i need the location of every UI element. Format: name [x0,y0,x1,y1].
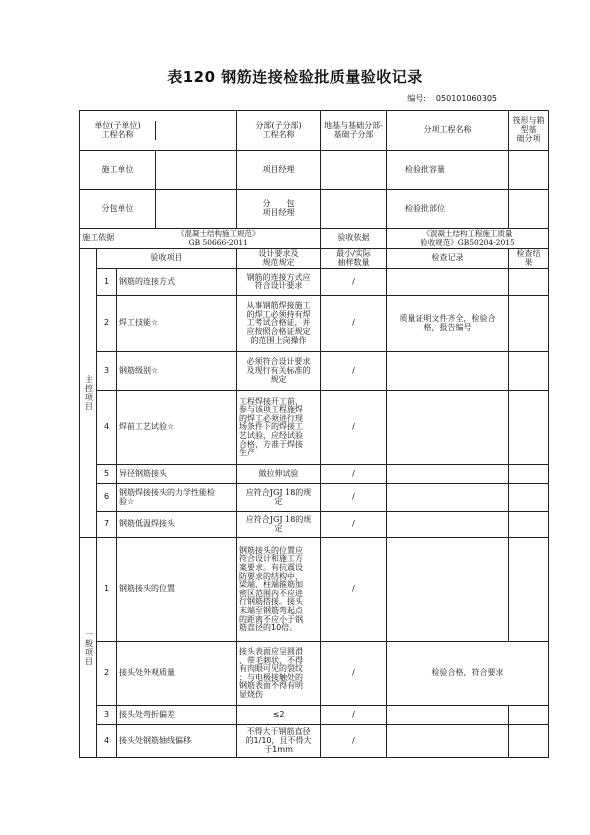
general-item-row [80,538,549,642]
item-requirement: 不得大于钢筋直径 的1/10，且不得大 于1mm [237,725,321,758]
general-item-row [80,706,549,725]
sub-project-manager-value [321,190,387,229]
col-sample-header: 最小/实际 抽样数量 [321,249,387,269]
item-sample: / [321,512,387,538]
item-requirement: 钢筋接头的位置应 符合设计和施工方 案要求。有抗震设 防要求的结构中， 梁端、柱端箍筋加 密区范围内不应进 行钢筋搭接。接头 末端至钢筋弯起点 的距离不应小于钢 筋直径的10倍。 [237,538,321,642]
item-requirement: 工程焊接开工前， 参与该项工程施焊 的焊工必须进行现 场条件下的焊接工 艺试验，应经试验 合格，方准于焊接 生产 [237,391,321,465]
item-name: 钢筋的连接方式 [117,269,237,296]
item-number: 1 [97,538,117,642]
item-requirement: 做拉伸试验 [237,465,321,484]
item-name: 钢筋焊接接头的力学性能检 验☆ [117,484,237,512]
main-record: 质量证明文件齐全，检验合 格，报告编号 [387,296,509,352]
unit-name-value [156,121,237,141]
item-result [509,538,549,642]
main-control-group-label: 主控项目 [80,249,97,538]
main-item-row [80,352,549,391]
item-requirement: 必须符合设计要求 及现行有关标准的 规定 [237,352,321,391]
item-number: 3 [97,706,117,725]
construction-unit-value [156,151,237,189]
division-name-value: 地基与基础分部- 基础子分部 [321,111,387,151]
header-row-1 [80,111,549,151]
division-name-label: 分部(子分部) 工程名称 [237,111,321,151]
item-sample: / [321,538,387,642]
item-result [509,512,549,538]
item-sample: / [321,642,387,706]
item-requirement: 从事钢筋焊接施工 的焊工必须持有焊 工考试合格证，并 应按照合格证规定 的范围上岗操作 [237,296,321,352]
item-sample: / [321,465,387,484]
main-item-row [80,391,549,465]
item-record [387,465,509,484]
general-item-row [80,642,549,706]
item-record [387,725,509,758]
item-sample: / [321,352,387,391]
subitem-name-label: 分项工程名称 [423,125,472,135]
item-name: 钢筋级别☆ [117,352,237,391]
col-result-header: 检查结 果 [509,249,549,269]
header-row-2 [80,151,549,190]
item-record [387,512,509,538]
general-record: 检验合格，符合要求 [387,642,549,706]
item-name: 接头处钢筋轴线偏移 [117,725,237,758]
item-result [509,465,549,484]
item-result [509,706,549,725]
main-item-row [80,484,549,512]
item-name: 焊前工艺试验☆ [117,391,237,465]
item-result [509,296,549,352]
subcontract-unit-label: 分包单位 [80,190,156,228]
item-record [387,484,509,512]
batch-capacity-label: 检验批容量 [387,151,509,190]
basis-value: 《混凝土结构施工规范》 GB 50666-2011 [117,229,321,249]
item-record [387,352,509,391]
acceptance-basis-value: 《混凝土结构工程施工质量 验收规范》GB50204-2015 [387,229,549,249]
item-number: 4 [97,725,117,758]
item-name: 钢筋接头的位置 [117,538,237,642]
item-sample: / [321,484,387,512]
subcontract-unit-value [156,190,237,228]
item-record [387,538,509,642]
item-number: 2 [97,296,117,352]
project-manager-label: 项目经理 [237,151,321,190]
item-number: 4 [97,391,117,465]
subitem-cell [387,111,509,151]
column-header-row [80,249,549,269]
item-number: 5 [97,465,117,484]
item-record [387,391,509,465]
item-result [509,352,549,391]
item-name: 钢筋低温焊接头 [117,512,237,538]
item-name: 接头处弯折偏差 [117,706,237,725]
main-item-row [80,269,549,296]
item-record [387,269,509,296]
acceptance-basis-label: 验收依据 [321,229,387,249]
form-code-label: 编号: [407,94,426,103]
unit-name-label: 单位(子单位) 工程名称 [80,121,156,141]
item-number: 6 [97,484,117,512]
item-name: 焊工技能☆ [117,296,237,352]
inspection-table [79,110,549,758]
item-name: 异径钢筋接头 [117,465,237,484]
header-row-3 [80,190,549,229]
subitem-name-value: 筏形与箱型基 础分项 [509,111,549,151]
page-title: 表120 钢筋连接检验批质量验收记录 [167,68,423,86]
sub-project-manager-label: 分 包 项目经理 [237,190,321,229]
item-result [509,269,549,296]
header-row-4 [80,229,549,249]
form-code-value: 050101060305 [435,94,497,103]
item-name: 接头处外观质量 [117,642,237,706]
col-record-header: 检查记录 [387,249,509,269]
item-sample: / [321,296,387,352]
item-requirement: 应符合JGJ 18的规 定 [237,484,321,512]
batch-part-label: 检验批部位 [387,190,509,229]
item-sample: / [321,269,387,296]
item-result [509,484,549,512]
project-manager-value [321,151,387,190]
col-item-header: 验收项目 [97,249,237,269]
item-requirement: 应符合JGJ 18的规 定 [237,512,321,538]
item-record [387,706,509,725]
unit-name-cell [80,111,237,151]
item-sample: / [321,706,387,725]
item-number: 3 [97,352,117,391]
item-requirement: 钢筋的连接方式应 符合设计要求 [237,269,321,296]
item-requirement: ≤2 [237,706,321,725]
item-requirement: 接头表面应呈圆滑 、带毛刺状，不得 有肉眼可见的裂纹 ；与电极接触处的 钢筋表面不得有明 显烧伤 [237,642,321,706]
general-item-row [80,725,549,758]
col-requirement-header: 设计要求及 规范规定 [237,249,321,269]
construction-unit-label: 施工单位 [80,151,156,189]
item-result [509,391,549,465]
item-number: 1 [97,269,117,296]
basis-label: 施工依据 [80,229,117,249]
form-code [407,93,497,104]
general-group-label: 一般项目 [80,538,97,758]
item-number: 2 [97,642,117,706]
batch-part-value [509,190,549,229]
item-sample: / [321,391,387,465]
batch-capacity-value [509,151,549,190]
item-number: 7 [97,512,117,538]
item-result [509,725,549,758]
main-item-row [80,465,549,484]
main-item-row [80,512,549,538]
main-item-row [80,296,549,352]
item-sample: / [321,725,387,758]
